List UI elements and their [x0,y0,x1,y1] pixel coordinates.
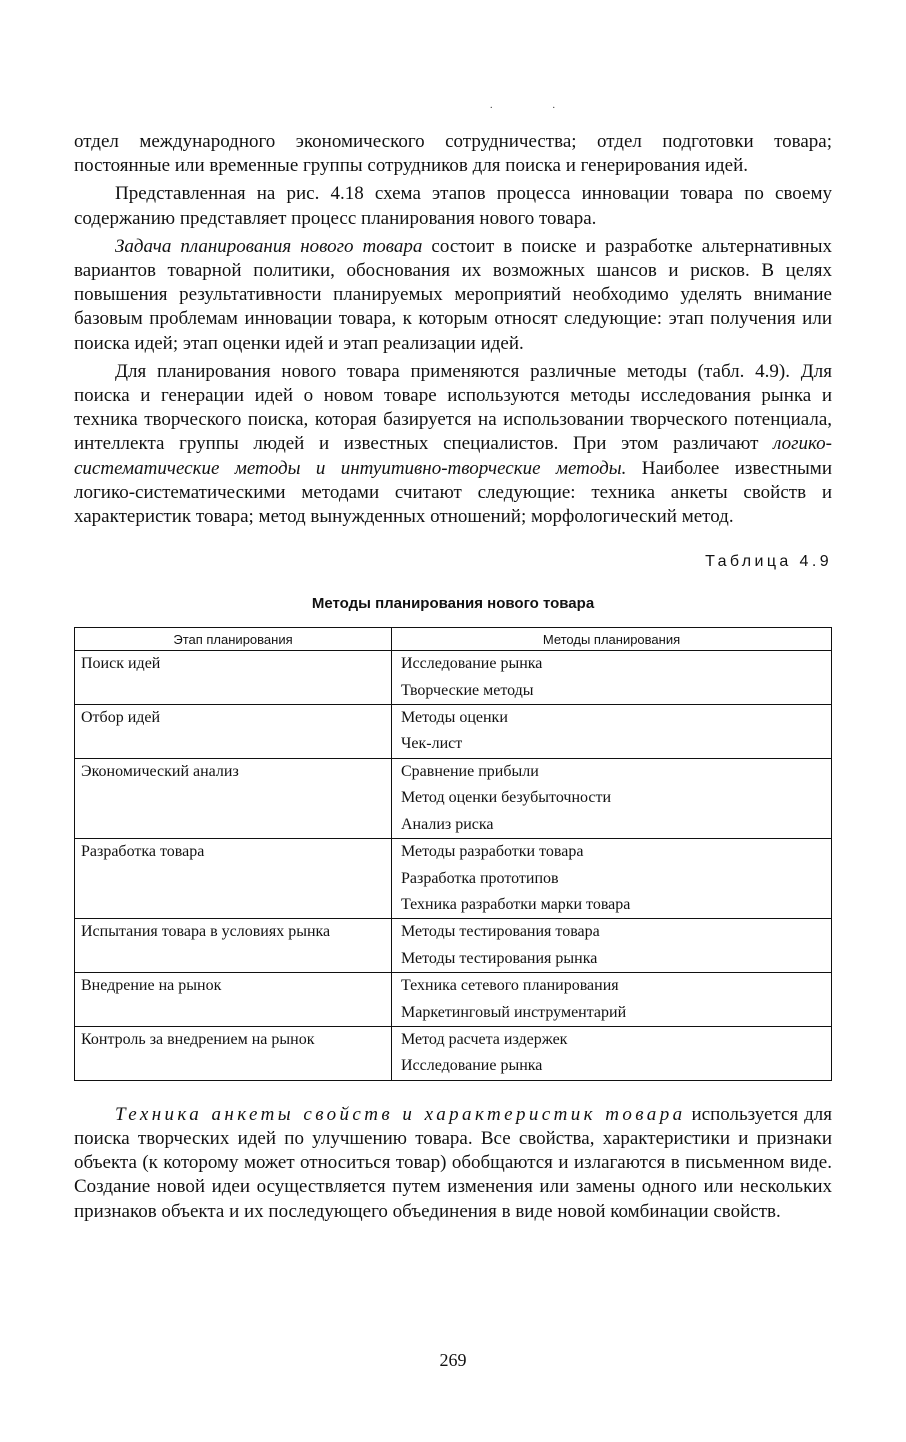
method-cell: Методы разработки товара [392,839,832,866]
paragraph-4-end: Наиболее известными логико-систематическими методами считают следующие: техника анкеты свойств и характеристик товара; метод вынужденных отношений; морфологический метод. [74,457,832,528]
table-title: Методы планирования нового товара [311,595,595,613]
method-cell: Методы оценки [392,705,832,732]
stage-cell: Контроль за внедрением на рынок [75,1026,392,1080]
paragraph-after-text: используется для поиска творческих идей по улучшению товара. Все свойства, характеристики и признаки объекта (к которому может относиться товар) обобщаются и излагаются в письменном виде. Создание новой идеи осуществляется путем изменения или замены одного или нескольких признаков объекта и их последующего объединения в виде новой комбинации свойств. [74,1103,832,1222]
paragraph-4-italic: логико-систематические методы и интуитивно-творческие методы. [74,433,832,479]
paragraph-3 [74,235,832,356]
table-header-row [75,628,832,651]
table-row [75,839,832,866]
method-cell: Техника сетевого планирования [392,973,832,1000]
method-cell: Маркетинговый инструментарий [392,1000,832,1027]
stage-cell: Экономический анализ [75,758,392,838]
method-cell: Метод оценки безубыточности [392,785,832,811]
table-row [75,705,832,732]
method-cell: Разработка прототипов [392,866,832,892]
method-cell: Методы тестирования рынка [392,946,832,973]
method-cell: Исследование рынка [392,651,832,678]
method-cell: Методы тестирования товара [392,919,832,946]
scan-marks: .. [490,100,615,111]
table-label: Таблица 4.9 [705,553,832,571]
methods-table [74,627,832,1081]
method-cell: Анализ риска [392,812,832,839]
method-cell: Сравнение прибыли [392,758,832,785]
table-row [75,973,832,1000]
stage-cell: Внедрение на рынок [75,973,392,1027]
paragraph-1: отдел международного экономического сотрудничества; отдел подготовки товара; постоянные или временные группы сотрудников для поиска и генерирования идей. [74,131,832,177]
paragraph-4-start: Для планирования нового товара применяются различные методы (табл. 4.9). Для поиска и генерации идей о новом товаре используются методы исследования рынка и техника творческого поиска, которая базируется на использовании творческого потенциала, интеллекта группы людей и известных специалистов. При этом различают [74,360,832,455]
table-row [75,1026,832,1053]
table-row [75,758,832,785]
stage-cell: Отбор идей [75,705,392,759]
paragraph-2: Представленная на рис. 4.18 схема этапов процесса инновации товара по своему содержанию представляет процесс планирования нового товара. [74,183,832,229]
stage-cell: Поиск идей [75,651,392,705]
table-row [75,919,832,946]
paragraph-3-text: состоит в поиске и разработке альтернативных вариантов товарной политики, обоснования их возможных шансов и рисков. В целях повышения результативности планируемых мероприятий необходимо уделять внимание базовым проблемам инновации товара, к которым относят следующие: этап получения или поиска идей; этап оценки идей и этап реализации идей. [74,235,832,354]
paragraph-after-spaced-lead: Техника анкеты свойств и характеристик товара [115,1103,686,1125]
method-cell: Техника разработки марки товара [392,892,832,919]
header-methods: Методы планирования [392,628,832,651]
stage-cell: Испытания товара в условиях рынка [75,919,392,973]
table-row [75,651,832,678]
stage-cell: Разработка товара [75,839,392,919]
paragraph-3-italic-lead: Задача планирования нового товара [115,235,423,257]
method-cell: Метод расчета издержек [392,1026,832,1053]
page-number: 269 [439,1350,467,1370]
header-stage: Этап планирования [75,628,392,651]
method-cell: Творческие методы [392,678,832,705]
paragraph-after-table [74,1103,832,1224]
method-cell: Чек-лист [392,731,832,758]
paragraph-4 [74,360,832,529]
method-cell: Исследование рынка [392,1053,832,1080]
page-content [74,130,832,1228]
